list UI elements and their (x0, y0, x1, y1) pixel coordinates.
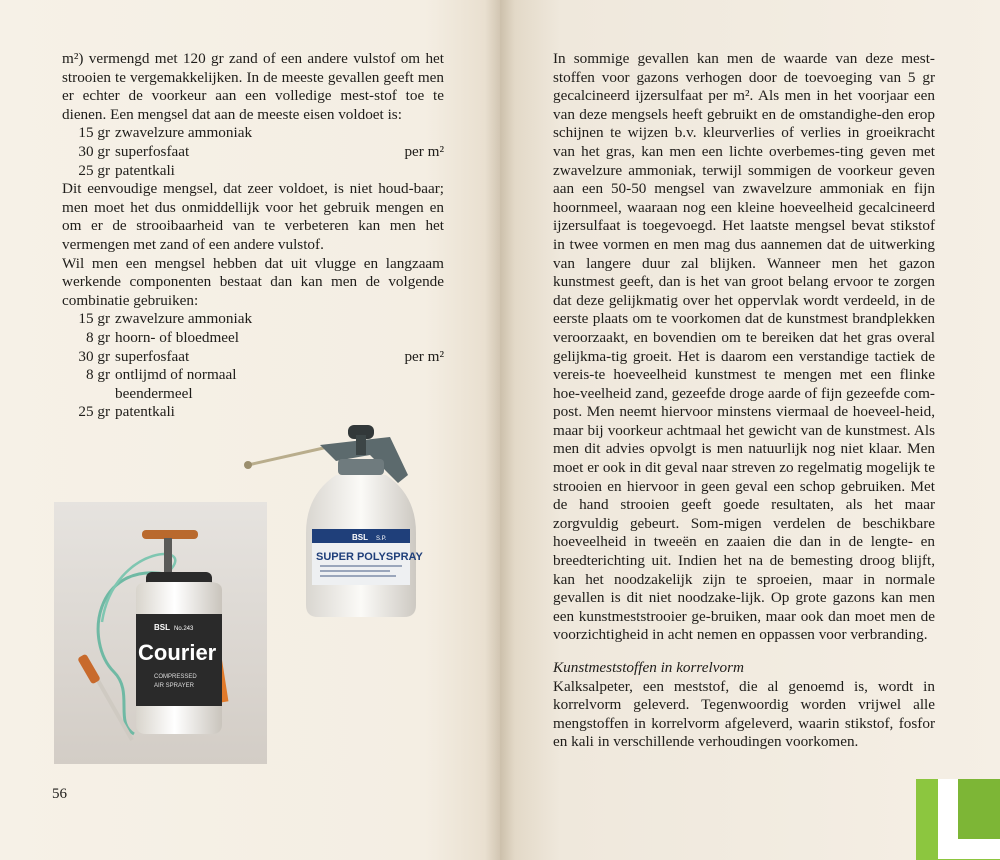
courier-sprayer-photo (54, 502, 267, 764)
mixture-ingredient: patentkali (115, 161, 175, 179)
mixture-ingredient: ontlijmd of normaal (115, 366, 237, 384)
mixture-row (62, 143, 444, 162)
mixture-row (62, 124, 444, 143)
mixture-ingredient: superfosfaat (115, 347, 190, 365)
mixture-quantity: 25 gr (78, 403, 110, 421)
mixture-ingredient: superfosfaat (115, 142, 190, 160)
left-intro-paragraph: m²) vermengd met 120 gr zand of een andere vulstof om het strooien te vergemakkelijken. In de meeste gevallen geeft men er echter de voorkeur aan een volledige mest-stof toe te dienen. Een mengsel dat aan de meeste eisen voldoet is: (62, 50, 444, 123)
right-paragraph-2: Kalksalpeter, een meststof, die al genoemd is, wordt in korrelvorm geleverd. Tegenwoordig worden vrijwel alle mengstoffen in korrelvorm afgeleverd, waarin stikstof, fosfor en kali in verschillende verhoudingen voorkomen. (553, 677, 935, 751)
mixture-ingredient: patentkali (115, 403, 175, 421)
l-logo-badge (916, 779, 1000, 860)
polyspray-name-text: SUPER POLYSPRAY (316, 551, 423, 563)
logo-letter-foot (938, 839, 1000, 859)
courier-model-text: No.243 (174, 626, 194, 632)
mixture-row (62, 162, 444, 181)
mixture-row (62, 348, 444, 367)
mixture-quantity: 15 gr (78, 124, 110, 142)
mixture-quantity: 30 gr (78, 347, 110, 365)
mixture-list-1 (62, 124, 444, 180)
mixture-quantity: 25 gr (78, 161, 110, 179)
courier-sprayer-illustration (54, 502, 267, 764)
courier-name-text: Courier (138, 640, 217, 665)
logo-letter-stem (938, 779, 958, 839)
courier-brand-text: BSL (154, 623, 170, 632)
courier-sub-text-2: AIR SPRAYER (154, 683, 194, 689)
mixture-row (62, 366, 444, 385)
section-heading: Kunstmeststoffen in korrelvorm (553, 659, 744, 676)
polyspray-sprayer-photo (240, 415, 430, 620)
mixture-ingredient: hoorn- of bloedmeel (115, 328, 239, 346)
mixture-row-continuation (62, 385, 444, 404)
right-paragraph-1: In sommige gevallen kan men de waarde van deze mest-stoffen voor gazons verhogen door de toevoeging van 5 gr gecalcineerd ijzersulfaat per m². Als men in het voorjaar een van deze mengsels heeft gebruikt en de omstandighe-den erop schijnen te wijzen b.v. kleurverlies of verlies in groeikracht van het gras, kan men een lichte overbemes-ting geven met zwavelzure ammoniak, terwijl sommigen de voorkeur geven aan een 50-50 mengsel van zwavelzure ammoniak en fijn hoornmeel, waaraan nog een kleine hoeveelheid gecalcineerd ijzersulfaat is toegevoegd. Het laatste mengsel bevat stikstof in twee vormen en men mag dus aannemen dat de uitwerking van langere duur zal blijken. Wanneer men het gazon kunstmest geeft, dan is het van groot belang ervoor te zorgen dat deze gelijkmatig over het oppervlak wordt verdeeld, in de eerste plaats om te voorkomen dat de kunstmest brandplekken veroorzaakt, en bovendien om te bereiken dat het gras overal gelijkma-tig groeit. Het is daarom een verstandige tactiek de vereis-te hoeveelheid kunstmest te mengen met een flinke hoe-veelheid zand, gezeefde droge aarde of fijn gezeefde com-post. Men neemt hiervoor minstens viermaal de hoeveel-heid, maar bij voorkeur achtmaal het gewicht van de kunstmest. Als men dit advies opvolgt is men natuurlijk nog niet klaar. Men moet er ook in dit geval naar streven zo regelmatig mogelijk te strooien en hiervoor in geen geval een schop gebruiken. Met de hand strooien geeft goede resultaten, als het maar zorgvuldig gebeurt. Som-migen verdelen de beschikbare hoeveelheid in tweeën en zaaien die dan in de lengte- en breedterichting uit. Indien het na de bemesting droog blijft, kan het noodzakelijk zijn te sproeien, maar in normale gevallen is dit niet noodzake-lijk. Op grote gazons kan men een kunstmeststrooier ge-bruiken, maar ook dan moet men de voorzichtigheid in acht nemen en oppassen voor verbranding. (553, 50, 935, 644)
logo-shade (958, 779, 1000, 839)
courier-sub-text-1: COMPRESSED (154, 674, 197, 680)
right-text-column (553, 50, 935, 752)
mixture-row (62, 329, 444, 348)
polyspray-sprayer-illustration (240, 415, 430, 620)
book-gutter-shadow (485, 0, 515, 860)
per-unit-label: per m² (404, 347, 444, 365)
left-paragraph-3: Wil men een mengsel hebben dat uit vlugge en langzaam werkende componenten bestaat dan kan men de volgende combinatie gebruiken: (62, 254, 444, 309)
polyspray-sub-text: S.P. (376, 536, 387, 542)
mixture-quantity: 8 gr (85, 328, 110, 346)
left-text-column (62, 50, 444, 422)
mixture-quantity: 30 gr (78, 142, 110, 160)
mixture-ingredient: beendermeel (115, 384, 193, 402)
polyspray-brand-text: BSL (352, 533, 368, 542)
left-page-number: 56 (52, 786, 67, 802)
mixture-row (62, 310, 444, 329)
mixture-quantity: 8 gr (85, 366, 110, 384)
mixture-ingredient: zwavelzure ammoniak (115, 124, 253, 142)
mixture-quantity: 15 gr (78, 310, 110, 328)
per-unit-label: per m² (404, 142, 444, 160)
left-paragraph-2: Dit eenvoudige mengsel, dat zeer voldoet, is niet houd-baar; men moet het dus onmiddellijk voor het gebruik mengen en om er de strooibaarheid van te verbeteren kan men het vermengen met zand of een andere vulstof. (62, 180, 444, 253)
mixture-ingredient: zwavelzure ammoniak (115, 310, 253, 328)
mixture-list-2 (62, 310, 444, 422)
